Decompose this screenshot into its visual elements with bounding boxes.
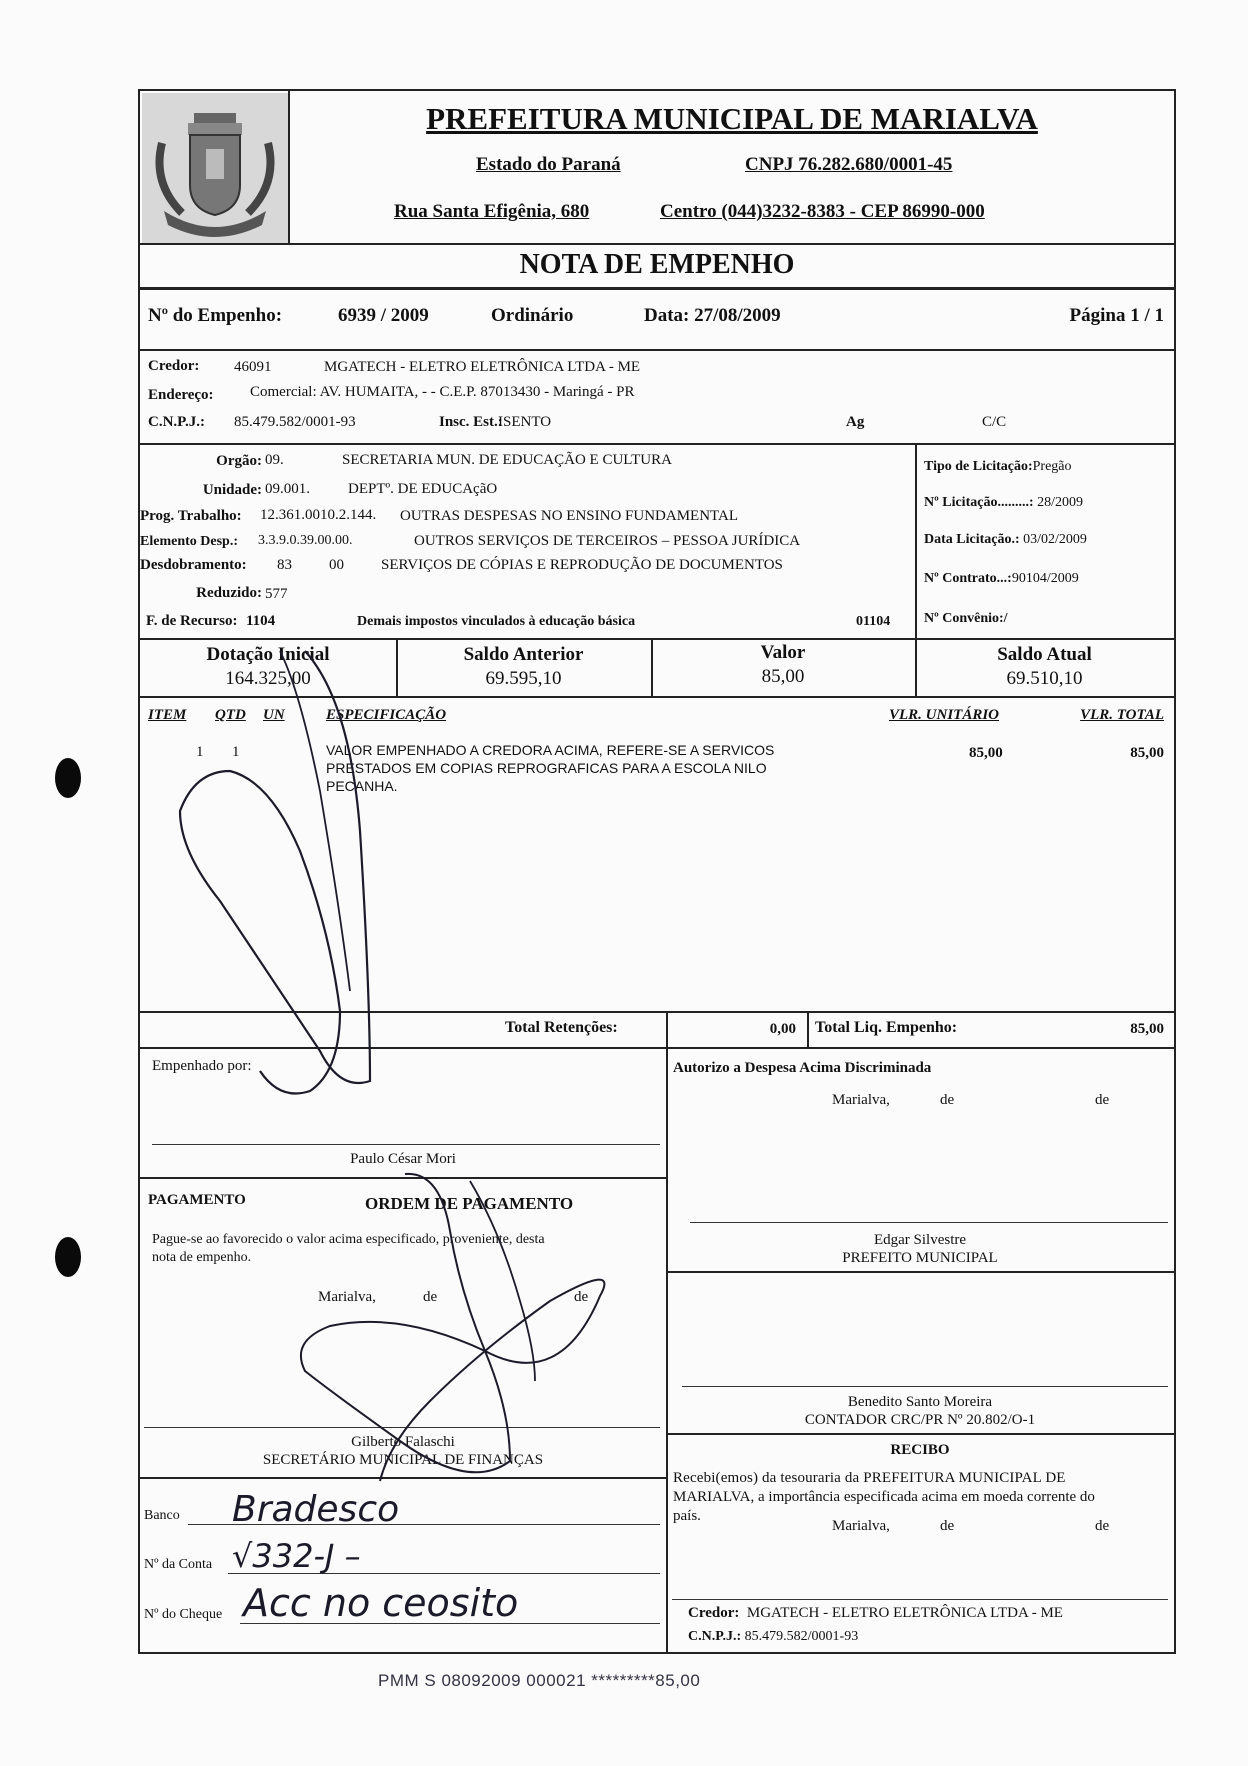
- secretario-role: SECRETÁRIO MUNICIPAL DE FINANÇAS: [262, 1452, 544, 1468]
- prefeitura-title: PREFEITURA MUNICIPAL DE MARIALVA: [426, 101, 1038, 136]
- item-desc-line-2: PRESTADOS EM COPIAS REPROGRAFICAS PARA A ESCOLA NILO: [326, 760, 767, 776]
- punch-hole-top: [55, 758, 81, 798]
- empenho-form: [138, 89, 1176, 1654]
- reduzido-value: 577: [265, 586, 288, 602]
- address-label: Endereço:: [148, 387, 214, 403]
- unidade-label: Unidade:: [202, 482, 262, 498]
- credor-address: Comercial: AV. HUMAITA, - - C.E.P. 87013430 - Maringá - PR: [250, 384, 635, 400]
- pague-line-2: nota de empenho.: [152, 1250, 252, 1265]
- handwritten-cheque: Acc no ceosito: [243, 1581, 519, 1625]
- recurso-code: 1104: [246, 613, 276, 629]
- total-liq-value: 85,00: [1130, 1021, 1164, 1037]
- page-number: Página 1 / 1: [1069, 305, 1164, 326]
- empenho-number-label: Nº do Empenho:: [148, 305, 283, 326]
- desdobramento-name: SERVIÇOS DE CÓPIAS E REPRODUÇÃO DE DOCUMENTOS: [381, 557, 783, 573]
- elemento-name: OUTROS SERVIÇOS DE TERCEIROS – PESSOA JURÍDICA: [414, 533, 801, 549]
- contador-name: Benedito Santo Moreira: [847, 1394, 993, 1410]
- empenhado-por-label: Empenhado por:: [152, 1058, 252, 1074]
- pagamento-city: Marialva,: [318, 1289, 376, 1305]
- recibo-title: RECIBO: [890, 1442, 950, 1458]
- empenho-number: 6939 / 2009: [338, 305, 429, 326]
- item-total-value: 85,00: [1130, 745, 1164, 761]
- tipo-licitacao-label: Tipo de Licitação:Pregão: [924, 459, 1072, 474]
- recurso-name: Demais impostos vinculados à educação básica: [357, 614, 636, 629]
- contrato-label: Nº Contrato...:90104/2009: [924, 571, 1079, 586]
- credor-code: 46091: [234, 359, 272, 375]
- ag-label: Ag: [846, 414, 865, 430]
- conta-label: Nº da Conta: [144, 1557, 213, 1572]
- credor-name: MGATECH - ELETRO ELETRÔNICA LTDA - ME: [324, 359, 641, 375]
- total-retencoes-label: Total Retenções:: [505, 1019, 618, 1036]
- insc-label: Insc. Est.:: [439, 414, 503, 430]
- cheque-label: Nº do Cheque: [144, 1607, 223, 1622]
- contador-role: CONTADOR CRC/PR Nº 20.802/O-1: [804, 1412, 1036, 1428]
- cnpj-label: C.N.P.J.:: [148, 414, 205, 430]
- recurso-label: F. de Recurso:: [146, 613, 238, 629]
- saldo-anterior-label: Saldo Anterior: [463, 644, 584, 665]
- pagamento-de-2: de: [574, 1289, 589, 1305]
- recibo-cnpj: C.N.P.J.: 85.479.582/0001-93: [688, 1629, 859, 1644]
- pagamento-de-1: de: [423, 1289, 438, 1305]
- recibo-credor: Credor: MGATECH - ELETRO ELETRÔNICA LTDA - ME: [688, 1605, 1063, 1621]
- orgao-name: SECRETARIA MUN. DE EDUCAÇÃO E CULTURA: [342, 452, 672, 468]
- item-desc-line-3: PECANHA.: [326, 778, 398, 794]
- reduzido-label: Reduzido:: [196, 585, 262, 601]
- punch-hole-bottom: [55, 1237, 81, 1277]
- item-number: 1: [196, 744, 204, 760]
- prefeitura-address: Rua Santa Efigênia, 680: [394, 201, 590, 222]
- col-vlr-total: VLR. TOTAL: [1080, 707, 1164, 723]
- recibo-line-1: Recebi(emos) da tesouraria da PREFEITURA MUNICIPAL DE: [673, 1470, 1066, 1486]
- recibo-de-1: de: [940, 1518, 955, 1534]
- prefeito-role: PREFEITO MUNICIPAL: [842, 1250, 998, 1266]
- document-title: NOTA DE EMPENHO: [519, 249, 795, 280]
- recibo-city: Marialva,: [832, 1518, 890, 1534]
- col-especificacao: ESPECIFICAÇÃO: [326, 707, 447, 723]
- recibo-line-2: MARIALVA, a importância especificada acima em moeda corrente do: [673, 1489, 1095, 1505]
- unidade-name: DEPTº. DE EDUCAçãO: [348, 481, 498, 497]
- cc-label: C/C: [982, 414, 1007, 430]
- autorizo-de-2: de: [1095, 1092, 1110, 1108]
- machine-stamp: PMM S 08092009 000021 *********85,00: [378, 1671, 701, 1690]
- col-item: ITEM: [148, 707, 187, 723]
- autorizo-de-1: de: [940, 1092, 955, 1108]
- credor-cnpj: 85.479.582/0001-93: [234, 414, 356, 430]
- banco-label: Banco: [144, 1508, 180, 1523]
- unidade-code: 09.001.: [265, 481, 310, 497]
- elemento-label: Elemento Desp.:: [140, 534, 238, 549]
- saldo-anterior-value: 69.595,10: [485, 668, 562, 689]
- autorizo-city: Marialva,: [832, 1092, 890, 1108]
- recibo-line-3: país.: [673, 1508, 701, 1524]
- orgao-code: 09.: [265, 452, 284, 468]
- empenho-type: Ordinário: [491, 305, 574, 326]
- state-name: Estado do Paraná: [476, 154, 621, 175]
- pagamento-title: PAGAMENTO: [148, 1192, 246, 1208]
- item-unit-value: 85,00: [969, 745, 1003, 761]
- col-un: UN: [263, 707, 285, 723]
- data-licitacao-label: Data Licitação.: 03/02/2009: [924, 532, 1087, 547]
- saldo-atual-value: 69.510,10: [1006, 668, 1083, 689]
- prog-name: OUTRAS DESPESAS NO ENSINO FUNDAMENTAL: [400, 508, 738, 524]
- col-qtd: QTD: [215, 707, 246, 723]
- pague-line-1: Pague-se ao favorecido o valor acima especificado, proveniente, desta: [152, 1232, 545, 1247]
- empenhado-name: Paulo César Mori: [350, 1151, 456, 1167]
- desdobramento-label: Desdobramento:: [140, 557, 247, 573]
- prog-code: 12.361.0010.2.144.: [260, 507, 377, 523]
- insc-value: ISENTO: [498, 414, 552, 430]
- prefeito-name: Edgar Silvestre: [873, 1232, 967, 1248]
- autorizo-label: Autorizo a Despesa Acima Discriminada: [673, 1060, 932, 1076]
- num-licitacao-label: Nº Licitação.........: 28/2009: [924, 495, 1083, 510]
- recibo-de-2: de: [1095, 1518, 1110, 1534]
- empenho-date: Data: 27/08/2009: [644, 305, 781, 326]
- dotacao-inicial-label: Dotação Inicial: [206, 644, 330, 665]
- elemento-code: 3.3.9.0.39.00.00.: [258, 533, 353, 548]
- prog-label: Prog. Trabalho:: [140, 508, 242, 524]
- credor-label: Credor:: [148, 358, 200, 374]
- total-liq-label: Total Liq. Empenho:: [815, 1019, 958, 1036]
- col-vlr-unitario: VLR. UNITÁRIO: [889, 707, 1000, 723]
- valor-label: Valor: [760, 642, 806, 663]
- coat-of-arms-logo: [142, 93, 288, 243]
- prefeitura-cnpj: CNPJ 76.282.680/0001-45: [745, 154, 953, 175]
- handwritten-conta: √332-J –: [232, 1537, 361, 1575]
- prefeitura-address-2: Centro (044)3232-8383 - CEP 86990-000: [660, 201, 985, 222]
- orgao-label: Orgão:: [216, 453, 262, 469]
- desdobramento-a: 83: [277, 557, 292, 573]
- valor-value: 85,00: [761, 666, 805, 687]
- secretario-name: Gilberto Falaschi: [351, 1434, 455, 1450]
- item-desc-line-1: VALOR EMPENHADO A CREDORA ACIMA, REFERE-SE A SERVICOS: [326, 742, 775, 758]
- saldo-atual-label: Saldo Atual: [997, 644, 1092, 665]
- recurso-number: 01104: [856, 614, 891, 629]
- convenio-label: Nº Convênio:/: [924, 611, 1008, 626]
- dotacao-inicial-value: 164.325,00: [225, 668, 311, 689]
- desdobramento-b: 00: [329, 557, 344, 573]
- item-qtd: 1: [232, 744, 240, 760]
- total-retencoes-value: 0,00: [769, 1021, 796, 1037]
- ordem-pagamento-title: ORDEM DE PAGAMENTO: [365, 1194, 574, 1213]
- handwritten-banco: Bradesco: [232, 1489, 400, 1530]
